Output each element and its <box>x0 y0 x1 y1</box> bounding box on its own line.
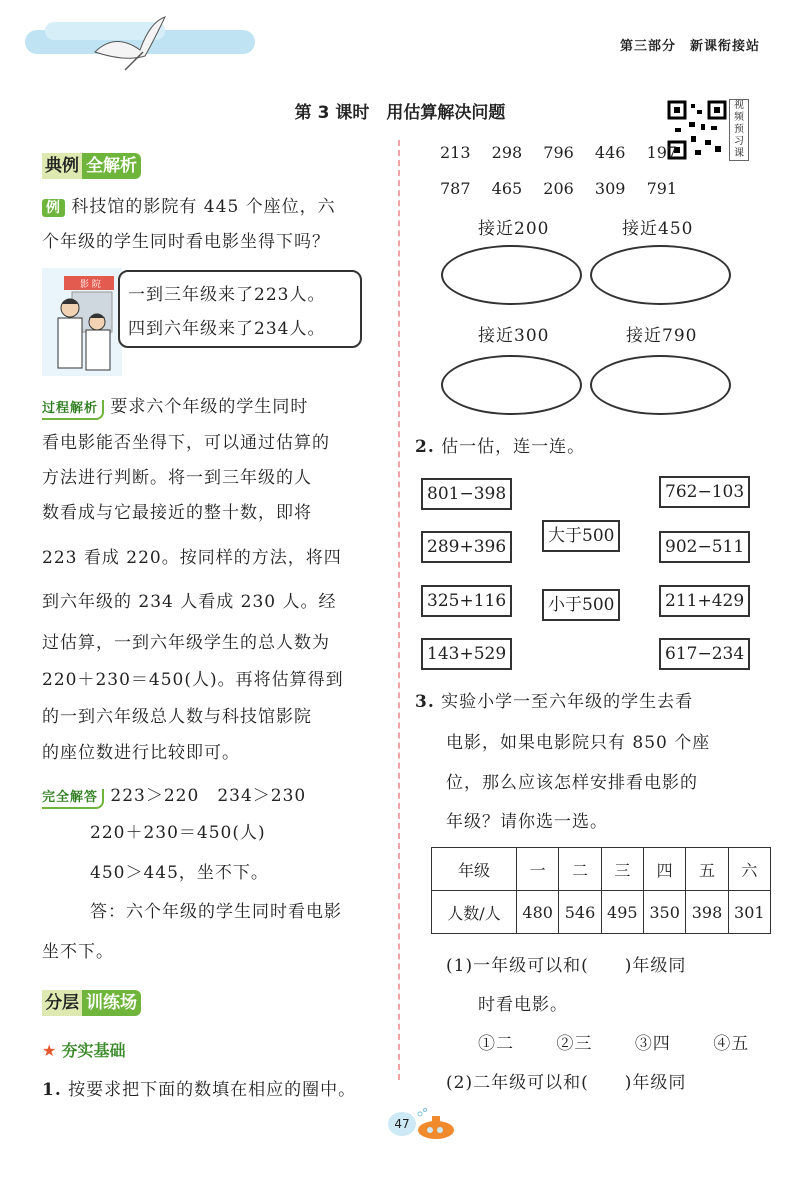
number-item: 465 <box>491 179 523 198</box>
expression-box[interactable]: 801−398 <box>421 478 512 510</box>
question-text: 估一估，连一连。 <box>441 437 586 457</box>
oval-label: 接近450 <box>622 219 694 239</box>
answer-line: 答：六个年级的学生同时看电影 <box>90 902 342 922</box>
process-tag: 过程解析 <box>42 400 104 420</box>
table-cell: 年级 <box>432 848 517 891</box>
example-tag: 例 <box>42 199 65 217</box>
option-item[interactable]: ③四 <box>634 1034 671 1054</box>
comparison-box[interactable]: 小于500 <box>542 589 620 621</box>
example-question-line-1 <box>42 197 336 217</box>
grade-table <box>431 847 771 934</box>
question-3-line: 位，那么应该怎样安排看电影的 <box>446 773 698 793</box>
answer-line-1 <box>42 786 306 809</box>
table-cell: 350 <box>643 891 685 934</box>
qr-label <box>729 99 749 161</box>
number-item: 787 <box>440 179 471 198</box>
option-item[interactable]: ②三 <box>556 1034 593 1054</box>
qr-label-char: 视 <box>734 100 744 111</box>
expression-box[interactable]: 762−103 <box>659 476 750 508</box>
process-line: 过估算，一到六年级学生的总人数为 <box>42 633 330 653</box>
question-1 <box>42 1080 356 1100</box>
speech-line-2: 四到六年级来了234人。 <box>128 319 326 339</box>
lesson-title: 第 3 课时 用估算解决问题 <box>294 103 506 123</box>
question-text: 实验小学一至六年级的学生去看 <box>441 692 694 712</box>
table-cell: 480 <box>517 891 559 934</box>
column-divider <box>398 140 400 1080</box>
qr-code[interactable] <box>665 97 750 163</box>
number-item: 298 <box>491 143 523 162</box>
table-cell: 546 <box>559 891 601 934</box>
speech-bubble <box>118 270 362 348</box>
qr-label-char: 课 <box>734 148 744 159</box>
oval-label: 接近200 <box>478 219 550 239</box>
subsection-title: 夯实基础 <box>61 1041 126 1060</box>
table-cell: 301 <box>728 891 770 934</box>
sub-question-1-options <box>478 1034 749 1054</box>
answer-line: 坐不下。 <box>42 942 114 962</box>
table-cell: 一 <box>517 848 559 891</box>
answer-text: 223＞220 234＞230 <box>110 786 307 806</box>
number-item: 213 <box>440 143 471 162</box>
subsection-heading <box>42 1038 125 1061</box>
answer-line: 220＋230＝450(人) <box>90 823 266 843</box>
number-row-1 <box>440 143 677 162</box>
table-cell: 495 <box>601 891 643 934</box>
expression-box[interactable]: 902−511 <box>659 531 750 563</box>
process-line: 220＋230＝450(人)。再将估算得到 <box>42 670 344 690</box>
badge-part-b: 全解析 <box>82 153 141 179</box>
answer-oval[interactable] <box>441 245 582 305</box>
sub-question-2-line-1: (2)二年级可以和( )年级同 <box>446 1073 687 1093</box>
answer-tag: 完全解答 <box>42 789 104 809</box>
process-line: 的一到六年级总人数与科技馆影院 <box>42 707 312 727</box>
process-text: 要求六个年级的学生同时 <box>110 397 309 417</box>
option-item[interactable]: ①二 <box>478 1034 514 1054</box>
example-question-line-2: 个年级的学生同时看电影坐得下吗？ <box>42 232 330 252</box>
process-line: 的座位数进行比较即可。 <box>42 743 240 763</box>
number-item: 796 <box>543 143 574 162</box>
question-3-line: 年级？请你选一选。 <box>446 812 608 832</box>
option-item[interactable]: ④五 <box>713 1034 750 1054</box>
example-badge <box>42 153 141 179</box>
number-item: 791 <box>646 179 678 198</box>
process-line: 223 看成 220。按同样的方法，将四 <box>42 548 342 568</box>
badge-part-b: 训练场 <box>82 990 141 1016</box>
table-cell: 五 <box>686 848 728 891</box>
question-3-line: 电影，如果电影院只有 850 个座 <box>446 733 711 753</box>
students-illustration <box>42 268 122 376</box>
question-number: 3. <box>415 692 435 712</box>
practice-badge <box>42 990 141 1016</box>
table-cell: 398 <box>686 891 728 934</box>
table-cell: 四 <box>643 848 685 891</box>
expression-box[interactable]: 143+529 <box>421 638 512 670</box>
badge-part-a: 分层 <box>42 990 82 1016</box>
table-cell: 三 <box>601 848 643 891</box>
question-number: 1. <box>42 1080 62 1100</box>
number-item: 197 <box>646 143 678 162</box>
answer-oval[interactable] <box>590 355 731 415</box>
table-cell: 六 <box>728 848 770 891</box>
process-line: 方法进行判断。将一到三年级的人 <box>42 468 312 488</box>
number-item: 309 <box>594 179 626 198</box>
question-text: 按要求把下面的数填在相应的圈中。 <box>68 1080 357 1100</box>
oval-label: 接近300 <box>478 326 550 346</box>
expression-box[interactable]: 211+429 <box>659 585 750 617</box>
page-number: 47 <box>388 1112 416 1136</box>
number-item: 446 <box>594 143 626 162</box>
question-number: 2. <box>415 437 435 457</box>
sub-question-1-line-1: (1)一年级可以和( )年级同 <box>446 956 687 976</box>
star-icon: ★ <box>42 1041 57 1060</box>
oval-label: 接近790 <box>626 326 698 346</box>
submarine-icon <box>412 1108 458 1142</box>
process-line: 看电影能否坐得下，可以通过估算的 <box>42 433 330 453</box>
seagull-cloud-illustration <box>25 12 255 72</box>
question-text: 科技馆的影院有 445 个座位，六 <box>71 197 336 217</box>
number-item: 206 <box>543 179 574 198</box>
expression-box[interactable]: 289+396 <box>421 531 512 563</box>
expression-box[interactable]: 325+116 <box>421 585 512 617</box>
question-3-line-1 <box>415 692 693 712</box>
process-line: 到六年级的 234 人看成 230 人。经 <box>42 592 337 612</box>
expression-box[interactable]: 617−234 <box>659 638 750 670</box>
number-row-2 <box>440 179 677 198</box>
answer-oval[interactable] <box>441 355 582 415</box>
qr-label-char: 预 <box>734 124 744 135</box>
table-cell: 二 <box>559 848 601 891</box>
qr-label-char: 频 <box>734 112 744 123</box>
table-header-row <box>432 848 771 891</box>
sub-question-1-line-2: 时看电影。 <box>478 995 568 1015</box>
section-label: 第三部分 新课衔接站 <box>619 39 760 54</box>
cinema-sign-text: 影 院 <box>80 280 101 290</box>
answer-line: 450＞445，坐不下。 <box>90 863 269 883</box>
comparison-box[interactable]: 大于500 <box>542 520 620 552</box>
question-2 <box>415 437 585 457</box>
process-line: 数看成与它最接近的整十数，即将 <box>42 503 312 523</box>
answer-oval[interactable] <box>590 245 731 305</box>
process-line-1 <box>42 397 308 420</box>
badge-part-a: 典例 <box>42 153 82 179</box>
qr-label-char: 习 <box>734 136 744 147</box>
table-row <box>432 891 771 934</box>
speech-line-1: 一到三年级来了223人。 <box>128 285 326 305</box>
table-cell: 人数/人 <box>432 891 517 934</box>
